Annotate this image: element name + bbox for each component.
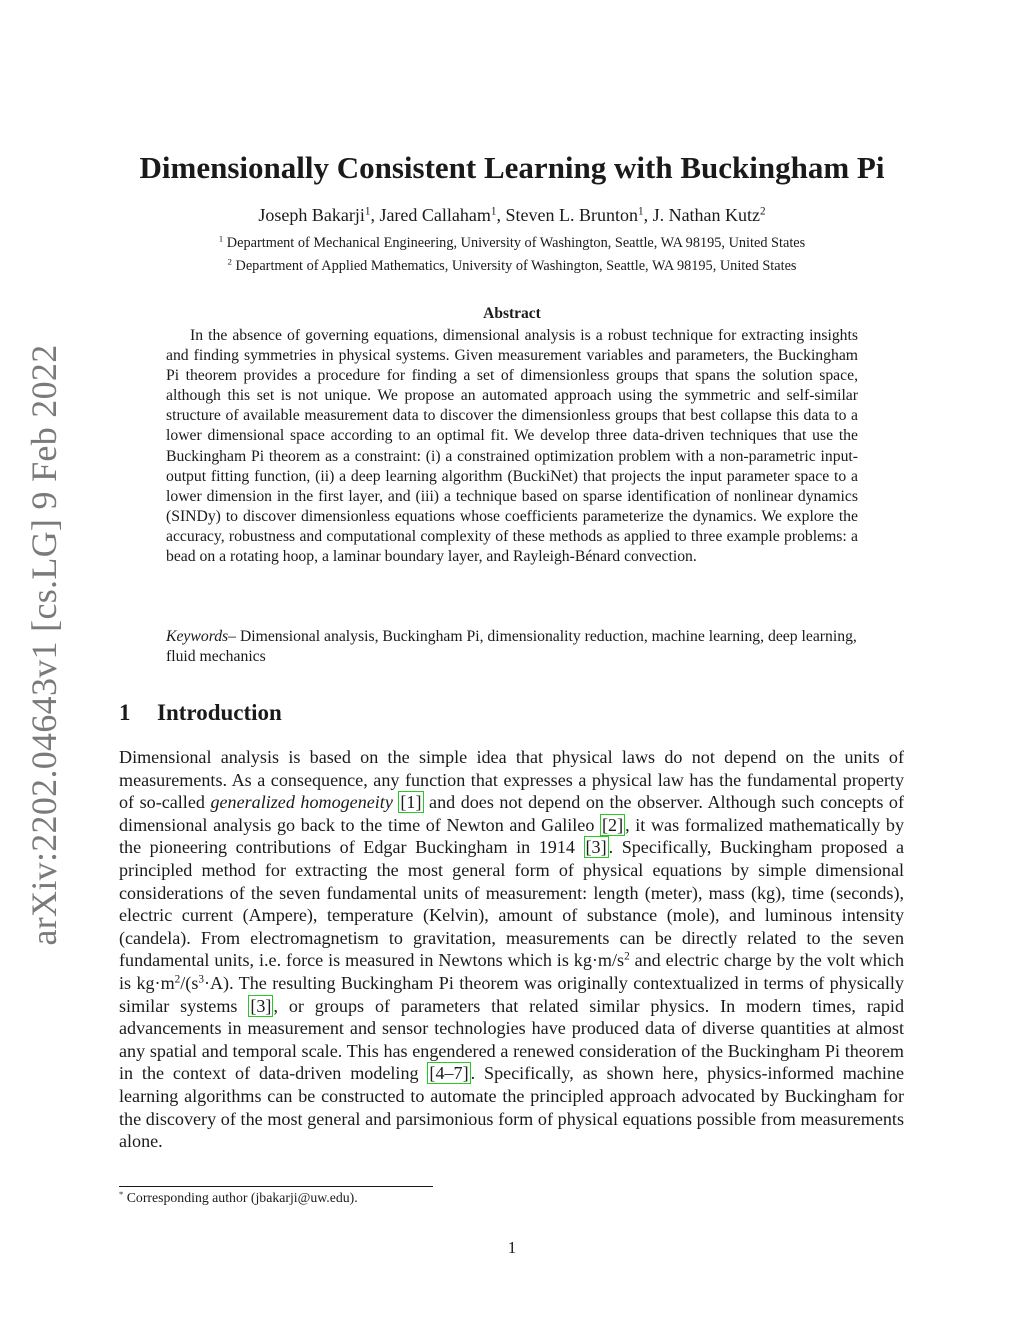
keywords xyxy=(166,627,858,667)
author: Jared Callaham$^1$, xyxy=(379,205,506,225)
intro-paragraph: Dimensional analysis is based on the simple idea that physical laws do not depend on the units of measurements. As a consequence, any function that expresses a physical law has the fundamental property of so-called generalized homogeneity [1] and does not depend on the observer. Although such concepts of dimensional analysis go back to the time of Newton and Galileo [2] , it was formalized mathematically by the pioneering contributions of Edgar Buckingham in 1914 [3] . Specifically, Buckingham proposed a principled method for extracting the most general form of physical equations by simple dimensional considerations of the seven fundamental units of measurement: length (meter), mass (kg), time (seconds), electric current (Ampere), temperature (Kelvin), amount of substance (mole), and luminous intensity (candela). From electromagnetism to gravitation, measurements can be directly related to the seven fundamental units, i.e. force is measured in Newtons which is $kg\cdot m/s^2$ and electric charge by the volt which is $kg\cdot m^2/(s^3\cdot A)$. The resulting Buckingham Pi theorem was originally contextualized in terms of physically similar systems [3] , or groups of parameters that related similar physics. In modern times, rapid advancements in measurement and sensor technologies have produced data of diverse quantities at almost any spatial and temporal scale. This has engendered a renewed consideration of the Buckingham Pi theorem in the context of data-driven modeling [4–7] . Specifically, as shown here, physics-informed machine learning algorithms can be constructed to automate the principled approach advocated by Buckingham for the discovery of the most general and parsimonious form of physical equations possible from measurements alone. xyxy=(119,747,904,1152)
author-list xyxy=(0,205,1024,226)
section-title: Introduction xyxy=(157,700,282,725)
author: Joseph Bakarji$^1$, xyxy=(258,205,380,225)
author: Steven L. Brunton$^1$, xyxy=(505,205,653,225)
paper-title: Dimensionally Consistent Learning with Buckingham Pi xyxy=(139,150,885,185)
footnote: * Corresponding author (jbakarji@uw.edu). xyxy=(119,1188,358,1205)
footnote-rule xyxy=(119,1186,433,1187)
affiliation-1: $^1$ Department of Mechanical Engineering, University of Washington, Seattle, WA 98195, United States xyxy=(218,233,806,251)
abstract-heading: Abstract xyxy=(483,305,541,322)
affiliation-2: $^2$ Department of Applied Mathematics, University of Washington, Seattle, WA 98195, United States xyxy=(227,256,797,274)
citation-link[interactable]: [2] xyxy=(602,814,624,835)
section-heading xyxy=(119,700,282,726)
citation-link[interactable]: [3] xyxy=(250,995,272,1016)
author: J. Nathan Kutz$^2$ xyxy=(652,205,766,225)
citation-link[interactable]: [4–7] xyxy=(429,1063,469,1084)
citation-link[interactable]: [1] xyxy=(400,792,422,813)
keywords-list: Dimensional analysis, Buckingham Pi, dimensionality reduction, machine learning, deep learning, fluid mechanics xyxy=(166,628,857,666)
citation-link[interactable]: [3] xyxy=(585,837,607,858)
abstract-body: In the absence of governing equations, dimensional analysis is a robust technique for extracting insights and finding symmetries in physical systems. Given measurement variables and parameters, the Buckingham Pi theorem provides a procedure for finding a set of dimensionless groups that spans the solution space, although this set is not unique. We propose an automated approach using the symmetric and self-similar structure of available measurement data to discover the dimensionless groups that best collapse this data to a lower dimensional space according to an optimal fit. We develop three data-driven techniques that use the Buckingham Pi theorem as a constraint: (i) a constrained optimization problem with a non-parametric input-output fitting function, (ii) a deep learning algorithm (BuckiNet) that projects the input parameter space to a lower dimension in the first layer, and (iii) a technique based on sparse identification of nonlinear dynamics (SINDy) to discover dimensionless equations whose coefficients parameterize the dynamics. We explore the accuracy, robustness and computational complexity of these methods as applied to three example problems: a bead on a rotating hoop, a laminar boundary layer, and Rayleigh-Bénard convection. xyxy=(166,327,858,566)
page-number: 1 xyxy=(507,1238,517,1257)
keywords-label: Keywords– xyxy=(166,628,237,645)
arxiv-identifier: arXiv:2202.04643v1 [cs.LG] 9 Feb 2022 xyxy=(24,344,64,946)
section-number: 1 xyxy=(119,700,131,725)
